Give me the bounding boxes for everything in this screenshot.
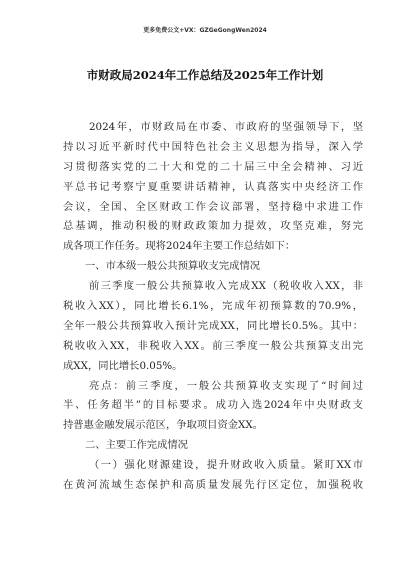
text-line: 全年一般公共预算收入预计完成XX，同比增长0.5%。其中：	[63, 319, 363, 332]
text-line: 亮点：前三季度，一般公共预算收支实现了“时间过	[89, 379, 363, 392]
document-title: 市财政局2024年工作总结及2025年工作计划	[86, 68, 324, 82]
text-line: 2024年，市财政局在市委、市政府的坚强领导下，坚	[89, 121, 363, 133]
text-line: 习贯彻落实党的二十大和党的二十届三中全会精神、习近	[63, 160, 363, 173]
text-line: 在黄河流域生态保护和高质量发展先行区定位，加强税收	[63, 479, 363, 492]
text-line: （一）强化财源建设，提升财政收入质量。紧盯XX市	[89, 459, 363, 472]
text-line: 总基调，推动积极的财政政策加力提效，攻坚克难，努完	[63, 220, 363, 233]
text-line: 成XX，同比增长0.05%。	[63, 359, 183, 372]
text-line: 税收入XX），同比增长6.1%，完成年初预算数的70.9%，	[63, 300, 363, 313]
text-line: 二、主要工作完成情况	[85, 439, 188, 452]
text-line: 前三季度一般公共预算收入完成XX（税收收入XX，非	[89, 280, 363, 293]
document-body	[63, 118, 363, 496]
text-line: 会议，全国、全区财政工作会议部署，坚持稳中求进工作	[63, 200, 363, 213]
text-line: 持普惠金融发展示范区，争取项目资金XX。	[63, 419, 264, 432]
text-line: 半、任务超半”的目标要求。成功入选2024年中央财政支	[63, 399, 363, 412]
text-line: 平总书记考察宁夏重要讲话精神，认真落实中央经济工作	[63, 180, 363, 193]
text-line: 持以习近平新时代中国特色社会主义思想为指导，深入学	[63, 140, 363, 153]
text-line: 一、市本级一般公共预算收支完成情况	[85, 260, 261, 273]
text-line: 成各项工作任务。现将2024年主要工作总结如下：	[63, 240, 296, 253]
header-note: 更多免费公文+VX：GZGeGongWen2024	[143, 27, 267, 34]
text-line: 税收收入XX，非税收入XX。前三季度一般公共预算支出完	[63, 339, 363, 352]
